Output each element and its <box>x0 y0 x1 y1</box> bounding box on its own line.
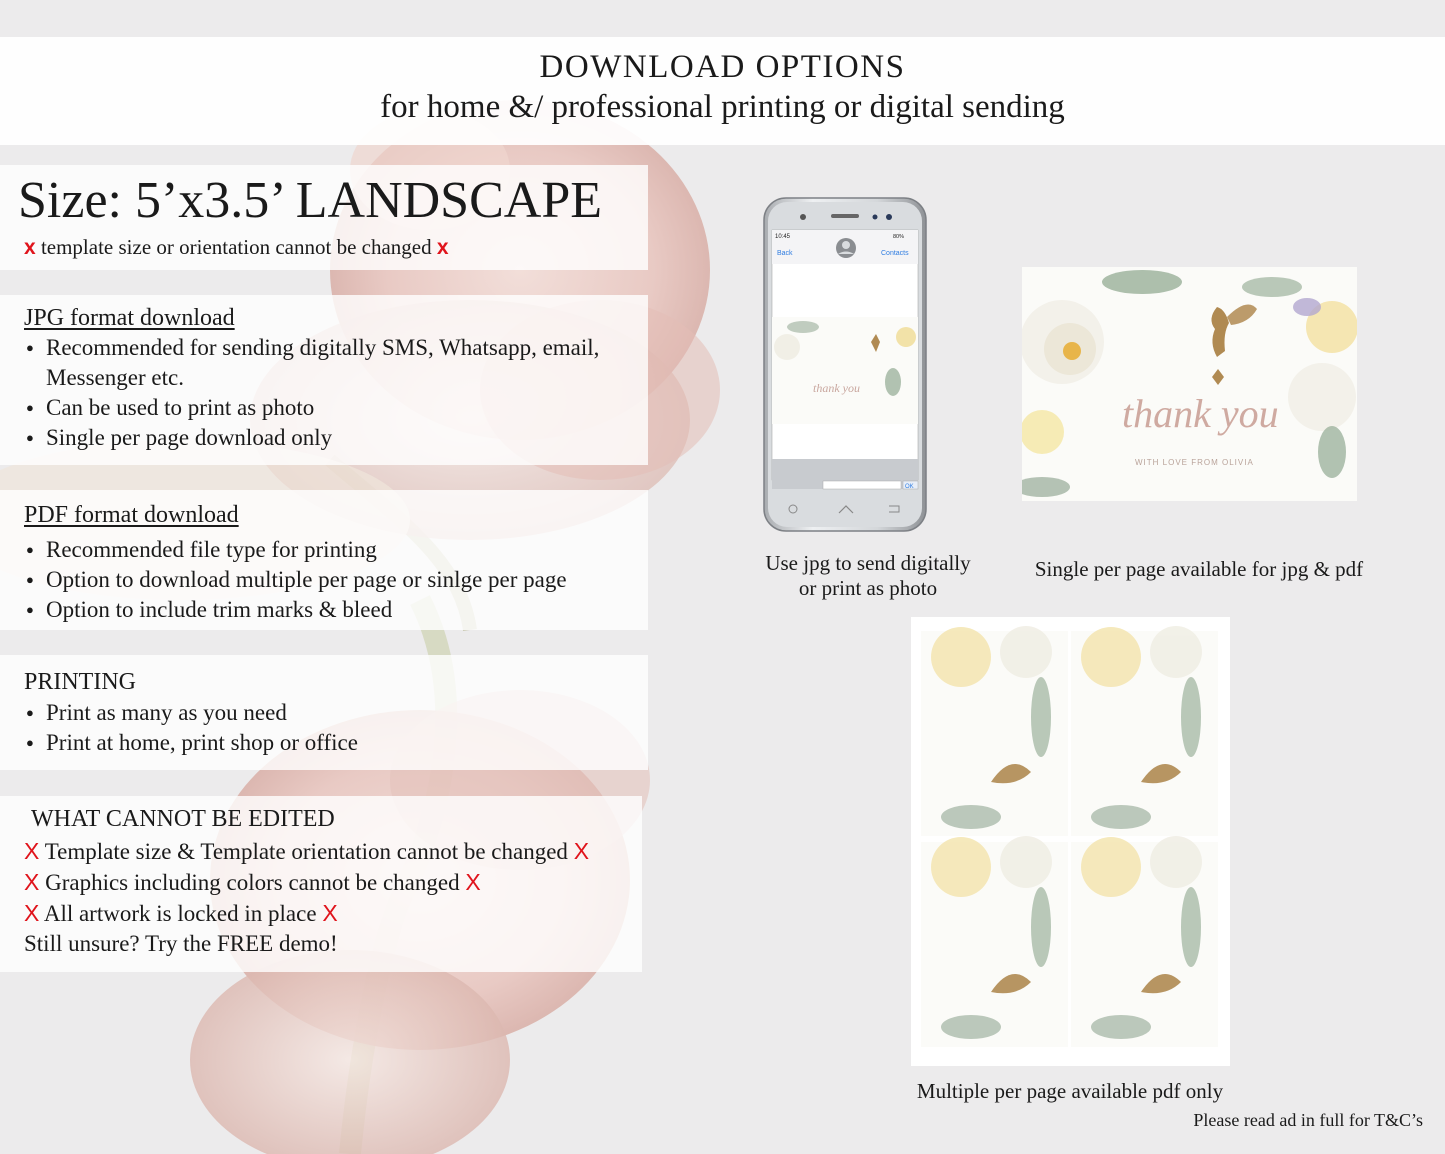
phone-caption-line1: Use jpg to send digitally <box>765 551 971 575</box>
list-item: ● Print at home, print shop or office <box>24 728 358 758</box>
cannot-edit-list <box>24 836 589 959</box>
list-item: ● Option to download multiple per page or sinlge per page <box>24 565 567 595</box>
jpg-panel <box>0 295 648 465</box>
cannot-edit-title: WHAT CANNOT BE EDITED <box>31 806 335 832</box>
phone-battery: 80% <box>893 234 905 240</box>
list-item <box>24 836 589 867</box>
cannot-edit-panel <box>0 796 642 972</box>
pdf-panel <box>0 490 648 630</box>
demo-note: Still unsure? Try the FREE demo! <box>24 931 338 956</box>
list-item: ● Recommended for sending digitally SMS, Whatsapp, email, Messenger etc. <box>24 333 656 393</box>
phone-time: 10:45 <box>775 234 791 240</box>
phone-caption-line2: or print as photo <box>798 576 938 600</box>
jpg-section-title: JPG format download <box>24 305 235 331</box>
phone-caption <box>748 551 988 601</box>
single-caption: Single per page available for jpg & pdf <box>1034 557 1364 581</box>
list-item: ● Option to include trim marks & bleed <box>24 595 567 625</box>
printing-panel <box>0 655 648 770</box>
list-item: ● Can be used to print as photo <box>24 393 656 423</box>
size-title: Size: 5’x3.5’ LANDSCAPE <box>18 172 603 229</box>
single-card-preview <box>1022 267 1357 501</box>
red-x-mark: x <box>436 236 449 259</box>
list-item <box>24 867 589 898</box>
header-band <box>0 37 1445 145</box>
multiple-cards-preview <box>911 617 1230 1066</box>
terms-footnote: Please read ad in full for T&C’s <box>1193 1110 1423 1130</box>
red-x-mark: X <box>322 900 338 926</box>
page-title: DOWNLOAD OPTIONS <box>539 49 906 85</box>
multiple-per-page-sheet <box>911 617 1230 1066</box>
list-item-text: Graphics including colors cannot be changed <box>45 870 460 895</box>
red-x-mark: X <box>24 838 40 864</box>
card-script: thank you <box>1122 391 1279 436</box>
phone-back-link: Back <box>777 250 793 257</box>
size-panel <box>0 165 648 270</box>
pdf-bullet-list <box>24 535 567 625</box>
phone-mockup <box>763 197 927 532</box>
red-x-mark: X <box>24 869 40 895</box>
list-item: ● Print as many as you need <box>24 698 358 728</box>
list-item: ● Single per page download only <box>24 423 656 453</box>
red-x-mark: X <box>573 838 590 864</box>
pdf-section-title: PDF format download <box>24 502 239 528</box>
red-x-mark: x <box>24 236 36 259</box>
red-x-mark: X <box>24 900 40 926</box>
list-item <box>24 898 589 929</box>
printing-section-title: PRINTING <box>24 669 136 695</box>
list-item-text: Template size & Template orientation cannot be changed <box>44 839 568 864</box>
phone-card-script: thank you <box>813 381 860 395</box>
size-note <box>24 235 449 260</box>
phone-send-button: OK <box>905 484 914 490</box>
size-note-text: template size or orientation cannot be changed <box>40 235 432 259</box>
card-from-line: WITH LOVE FROM OLIVIA <box>1135 458 1254 467</box>
multiple-caption: Multiple per page available pdf only <box>916 1079 1224 1103</box>
phone-contacts-link: Contacts <box>881 250 909 257</box>
red-x-mark: X <box>465 869 481 895</box>
jpg-bullet-list <box>24 333 656 453</box>
list-item-text: All artwork is locked in place <box>43 901 317 926</box>
printing-bullet-list <box>24 698 358 758</box>
list-item: ● Recommended file type for printing <box>24 535 567 565</box>
page-subtitle: for home &/ professional printing or digital sending <box>380 89 1065 125</box>
